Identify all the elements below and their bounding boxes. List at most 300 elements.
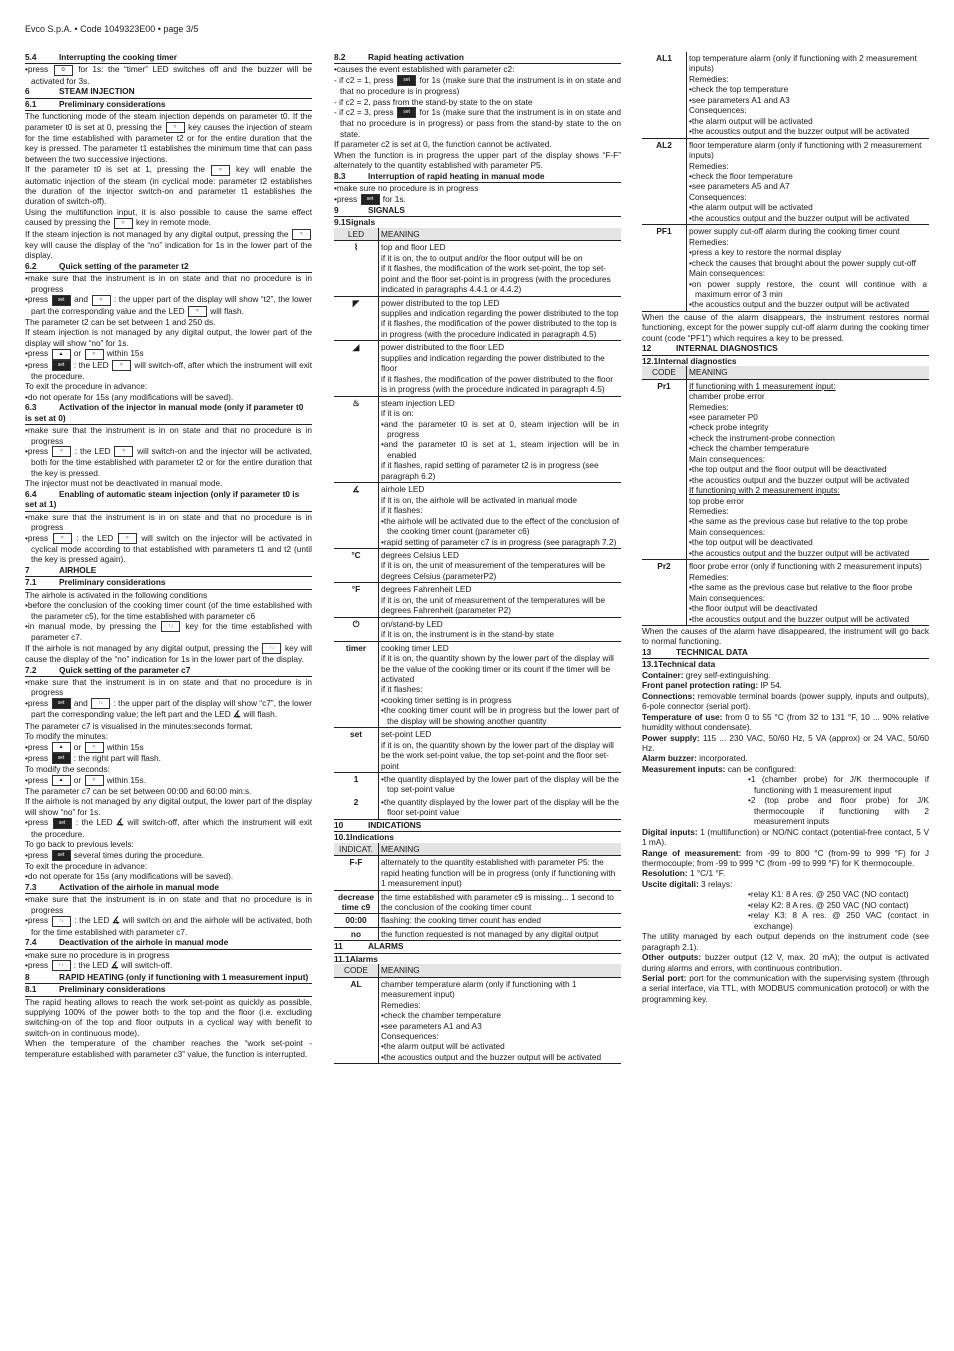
spec-value: buzzer output (12 V, max. 20 mA); the output is activated during alarms and errors, with continuous contribution.	[642, 952, 930, 973]
table-row	[642, 560, 929, 626]
set-key-icon: set	[397, 107, 416, 118]
set-key-icon: set	[52, 295, 71, 306]
table-line: if it flashes, the modification of the work set-point, the top set-point and the floor set-point is in progress (with the procedures indicated in paragraphs 4.4.1 or 4.4.2)	[381, 263, 611, 295]
steam-key-icon: ≈	[114, 446, 133, 457]
section-number: 13.1	[642, 659, 659, 670]
paragraph: The rapid heating allows to reach the work set-point as quickly as possible, supplying 100% of the power both to the top and the floor (i.e. excluding switching-on of the top and floor outputs in a cyclical way with benefit to switch-on in continuous mode).	[25, 996, 312, 1038]
bullet-item: • make sure that the instrument is in on state and that no procedure is in progress	[25, 512, 312, 533]
table-key: F-F	[334, 856, 379, 890]
bullet-item: • press set : the LED ∡ will switch-off, after which the instrument will exit the procedure.	[25, 817, 312, 839]
table-line: if it flashes, the modification of the power distributed to the floor is in progress (with the procedure indicated in paragraph 4.5)	[381, 373, 613, 395]
spec-label: Range of measurement:	[642, 847, 742, 858]
bullet-item: • the top output and the floor output will be deactivated	[689, 464, 927, 474]
table-row	[334, 296, 621, 341]
spec-value: removable terminal boards (power supply, inputs and outputs), 6-pole connector (serial port).	[642, 690, 929, 712]
table-line: Remedies:	[689, 571, 729, 582]
spec-item	[642, 691, 929, 712]
table-meaning	[379, 396, 622, 483]
table-line: if it flashes, the modification of the power distributed to the top is in progress (with the procedure indicated in paragraph 4.5)	[381, 318, 617, 339]
bullet-item: • press set : the right part will flash.	[25, 753, 312, 764]
bullet-item: • press ⏲ for 1s: the “timer” LED switches off and the buzzer will be activated for 3s.	[25, 64, 312, 86]
table-row	[334, 796, 621, 819]
bullet-item: • the alarm output will be activated	[381, 1041, 619, 1051]
set-key-icon: set	[361, 194, 380, 205]
spec-label: Digital inputs:	[642, 826, 698, 837]
bullet-item: • check the top temperature	[689, 84, 927, 94]
bullet-item: • the top output will be deactivated	[689, 537, 927, 547]
section-heading	[642, 659, 929, 669]
paragraph: The parameter t2 can be set between 1 and 250 ds.	[25, 316, 216, 327]
paragraph: The injector must not be deactivated in manual mode.	[25, 478, 223, 489]
bullet-item: • make sure no procedure is in progress	[334, 183, 621, 193]
section-heading	[25, 565, 312, 577]
spec-label: Uscite digitali:	[642, 878, 699, 889]
bullet-item: • check probe integrity	[689, 422, 927, 432]
table-line: the function requested is not managed by any digital output	[381, 928, 599, 939]
table-line: if it flashes:	[381, 505, 423, 516]
bullet-item: • the same as the previous case but relative to the floor probe	[689, 582, 927, 592]
bullet-item: • press ≈ : the LED ≈ will switch-on and the injector will be activated, both for the time established with parameter t2 or for the entire duration that the key is pressed.	[25, 446, 312, 478]
column-3	[642, 52, 929, 1004]
paragraph: The airhole is activated in the following conditions	[25, 589, 208, 600]
table-line: Main consequences:	[689, 526, 766, 537]
steam-key-icon: ≈	[53, 533, 72, 544]
spec-value: IP 54.	[758, 680, 782, 691]
spec-item	[642, 868, 929, 878]
set-key-icon: set	[53, 818, 72, 829]
bullet-item: • check the floor temperature	[689, 171, 927, 181]
paragraph: The utility managed by each output depends on the instrument code (see paragraph 2.1).	[642, 931, 929, 952]
table-row	[334, 241, 621, 296]
set-key-icon: set	[52, 850, 71, 861]
data-table	[642, 366, 929, 626]
table-line: if it is on, the to output and/or the floor output will be on	[381, 252, 583, 263]
paragraph: Using the multifunction input, it is also possible to cause the same effect caused by pressing the ≈ key in remote mode.	[25, 206, 312, 228]
bullet-item: • the acoustics output and the buzzer output will be activated	[689, 299, 927, 309]
paragraph: To modify the seconds:	[25, 764, 110, 775]
table-header-row	[642, 366, 929, 379]
section-heading	[25, 882, 312, 894]
spec-item	[642, 952, 929, 973]
table-line: Remedies:	[381, 999, 421, 1010]
section-number: 6.3	[25, 402, 37, 413]
data-table	[334, 964, 621, 1064]
paragraph: To exit the procedure in advance:	[25, 381, 148, 392]
table-line: if it is on, the instrument is in the stand-by state	[381, 629, 554, 640]
table-meaning	[379, 241, 622, 296]
section-title: INDICATIONS	[368, 819, 422, 830]
table-row	[642, 225, 929, 312]
section-heading	[334, 941, 621, 953]
table-meaning	[379, 914, 622, 927]
table-line: Remedies:	[689, 160, 729, 171]
bullet-item: • do not operate for 15s (any modifications will be saved).	[25, 392, 312, 402]
bullet-item: • make sure no procedure is in progress	[25, 950, 312, 960]
spec-value: port for the communication with the supervising system (through a serial interface, via TTL, with MODBUS communication protocol) or with the programming key.	[642, 972, 929, 1004]
section-number: 6.2	[25, 260, 37, 271]
up-key-icon: ▲	[52, 349, 71, 360]
bullet-item: • the airhole will be activated due to the effect of the conclusion of the cooking timer count (parameter c6)	[381, 516, 619, 537]
section-heading	[25, 86, 312, 98]
spec-bullet: • relay K2: 8 A res. @ 250 VAC (NO contact)	[642, 900, 929, 910]
section-title: Interrupting the cooking timer	[59, 52, 178, 62]
table-key: ♨	[334, 396, 379, 483]
table-line: degrees Celsius LED	[381, 549, 459, 560]
table-key: 00:00	[334, 914, 379, 927]
table-row	[334, 641, 621, 728]
airhole-led-icon: ∡	[233, 709, 242, 720]
bullet-item: • the quantity displayed by the lower part of the display will be the floor set-point value	[381, 797, 619, 818]
page-header: Evco S.p.A. • Code 1049323E00 • page 3/5	[25, 24, 199, 34]
steam-key-icon: ≈	[85, 742, 104, 753]
section-title: Activation of the airhole in manual mode	[59, 881, 219, 892]
spec-value: 1 °C/1 °F.	[687, 868, 726, 879]
up-key-icon: ▲	[52, 742, 71, 753]
set-key-icon: set	[397, 75, 416, 86]
table-meaning	[379, 548, 622, 582]
data-table	[334, 228, 621, 820]
spec-value: can be configured:	[725, 763, 797, 774]
section-title: Deactivation of the airhole in manual mode	[59, 937, 229, 948]
table-line: floor probe error (only if functioning with 2 measurement inputs)	[689, 561, 922, 572]
table-row	[334, 617, 621, 641]
data-table	[334, 843, 621, 942]
table-meaning	[379, 341, 622, 396]
bullet-item: • the cooking timer count will be in progress but the lower part of the display will be showing another quantity	[381, 705, 619, 726]
bullet-item: • press a key to restore the normal display	[689, 247, 927, 257]
table-line: if it is on, the airhole will be activated in manual mode	[381, 494, 578, 505]
bullet-item: • see parameters A1 and A3	[381, 1021, 619, 1031]
table-header-cell: CODE	[642, 366, 687, 379]
steam-key-icon: ≈	[188, 306, 207, 317]
table-row	[334, 483, 621, 549]
table-line: chamber probe error	[689, 391, 765, 402]
spec-item	[642, 753, 929, 763]
table-meaning	[379, 927, 622, 940]
table-key: AL1	[642, 52, 687, 138]
section-title: ALARMS	[368, 941, 404, 952]
table-meaning	[687, 52, 930, 138]
table-line: degrees Fahrenheit LED	[381, 584, 472, 595]
spec-label: Resolution:	[642, 868, 688, 879]
table-header-cell: MEANING	[379, 228, 622, 241]
table-line: flashing: the cooking timer count has ended	[381, 915, 542, 926]
table-line: Consequences:	[689, 105, 747, 116]
table-line: Consequences:	[689, 191, 747, 202]
section-number: 10	[334, 819, 344, 830]
airhole-led-icon: ∡	[115, 817, 124, 828]
table-line: chamber temperature alarm (only if functioning with 1 measurement input)	[381, 978, 577, 1000]
bullet-item: • press set and ≈ : the upper part of the display will show “t2”, the lower part the corresponding value and the LED ≈ will flash.	[25, 294, 312, 317]
column-1	[25, 52, 312, 1059]
bullet-item: • check the chamber temperature	[381, 1010, 619, 1020]
paragraph: If parameter c2 is set at 0, the function cannot be activated.	[334, 139, 552, 150]
section-title: Quick setting of the parameter t2	[59, 260, 189, 271]
section-title: Interruption of rapid heating in manual mode	[368, 170, 545, 181]
bullet-item: • press ↑↓ : the LED ∡ will switch-off.	[25, 960, 312, 971]
subheading: If functioning with 2 measurement inputs:	[689, 485, 840, 496]
table-row	[334, 927, 621, 940]
table-line: Main consequences:	[689, 268, 766, 279]
paragraph: - if c2 = 2, pass from the stand-by state to the on state	[334, 96, 533, 107]
bullet-item: • the same as the previous case but relative to the top probe	[689, 516, 927, 526]
spec-label: Temperature of use:	[642, 711, 723, 722]
section-heading	[334, 205, 621, 217]
spec-bullet: • relay K1: 8 A res. @ 250 VAC (NO contact)	[642, 889, 929, 899]
paragraph: When the cause of the alarm disappears, the instrument restores normal functioning, except for the power supply cut-off alarm during the cooking timer count (code “PF1”) which requires a key to be pressed.	[642, 311, 929, 343]
section-heading	[25, 402, 312, 425]
section-number: 7	[25, 564, 30, 575]
set-key-icon: set	[52, 753, 71, 764]
section-heading	[334, 954, 621, 964]
paragraph: If the airhole is not managed by any digital output, the lower part of the display will show “no” for 1s.	[25, 796, 312, 817]
table-key: timer	[334, 641, 379, 728]
spec-value: grey self-extinguishing.	[683, 669, 771, 680]
section-number: 7.3	[25, 881, 37, 892]
section-title: Rapid heating activation	[368, 52, 464, 62]
table-header-cell: MEANING	[379, 843, 622, 856]
table-line: Consequences:	[381, 1031, 439, 1041]
table-header-cell: MEANING	[687, 366, 930, 379]
table-line: top probe error	[689, 495, 744, 506]
section-heading	[334, 171, 621, 183]
section-number: 11	[334, 941, 343, 952]
section-heading	[25, 972, 312, 984]
spec-item	[642, 764, 929, 774]
table-key: 2	[334, 796, 379, 819]
section-number: 9.1	[334, 217, 346, 228]
table-line: the time established with parameter c9 is missing... 1 second to the conclusion of the cooking timer count	[381, 891, 614, 913]
section-number: 8.1	[25, 984, 37, 995]
section-title: Signals	[345, 217, 376, 228]
table-row	[334, 977, 621, 1064]
section-heading	[334, 820, 621, 832]
table-line: if it is on, the quantity shown by the lower part of the display will be the value of the cooking timer or its count if the timer will be activated	[381, 653, 614, 684]
table-line: alternately to the quantity established with parameter P5: the rapid heating function will be in progress (only if functioning with 1 measurement input)	[381, 857, 616, 889]
table-line: if it is on:	[381, 408, 414, 419]
spec-label: Connections:	[642, 690, 696, 701]
table-row	[642, 138, 929, 225]
air-key-icon: ↑↓	[52, 960, 71, 971]
bullet-item: • and the parameter t0 is set at 0, steam injection will be in progress	[381, 419, 619, 440]
set-key-icon: set	[52, 698, 71, 709]
section-title: AIRHOLE	[59, 564, 97, 575]
airhole-led-icon: ∡	[111, 915, 121, 926]
section-number: 8	[25, 971, 30, 982]
table-line: steam injection LED	[381, 397, 455, 408]
steam-key-icon: ≈	[114, 218, 133, 229]
paragraph: - if c2 = 3, press set for 1s (make sure that the instrument is in on state and that no procedure is in progress) or pass from the stand-by state to the on state.	[334, 107, 622, 139]
section-title: STEAM INJECTION	[59, 86, 135, 97]
bullet-item: • press ↑↓ : the LED ∡ will switch on and the airhole will be activated, both for the time established with parameter c7.	[25, 915, 312, 937]
steam-key-icon: ≈	[85, 775, 104, 786]
table-meaning	[379, 977, 622, 1064]
spec-bullet: • 2 (top probe and floor probe) for J/K thermocouple if functioning with 2 measurement inputs	[642, 795, 929, 826]
table-row	[334, 396, 621, 483]
table-line: top temperature alarm (only if functioning with 2 measurement inputs)	[689, 53, 917, 74]
section-number: 8.2	[334, 52, 346, 62]
column-2	[334, 52, 621, 1064]
table-line: Main consequences:	[689, 453, 766, 464]
steam-key-icon: ≈	[112, 360, 131, 371]
bullet-item: • causes the event established with parameter c2:	[334, 64, 621, 74]
table-row	[334, 890, 621, 914]
air-key-icon: ↑↓	[161, 621, 180, 632]
bullet-item: • make sure that the instrument is in on state and that no procedure is in progress	[25, 894, 312, 915]
section-number: 7.4	[25, 937, 37, 948]
steam-key-icon: ≈	[118, 533, 137, 544]
section-number: 6.1	[25, 98, 37, 109]
table-line: Remedies:	[689, 236, 729, 247]
table-line: cooking timer LED	[381, 642, 449, 653]
table-key: °F	[334, 583, 379, 617]
bullet-item: • the quantity displayed by the lower part of the display will be the top set-point value	[381, 774, 619, 795]
paragraph: If steam injection is not managed by any digital output, the lower part of the display will show “no” for 1s.	[25, 327, 312, 348]
bullet-item: • check the chamber temperature	[689, 443, 927, 453]
bullet-item: • and the parameter t0 is set at 1, steam injection will be in enabled	[381, 439, 619, 460]
bullet-item: • the alarm output will be activated	[689, 202, 927, 212]
steam-key-icon: ≈	[211, 165, 230, 176]
paragraph: When the function is in progress the upper part of the display shows “F-F” alternately to the quantity established with parameter P5.	[334, 149, 621, 171]
spec-item	[642, 973, 929, 1004]
table-header-cell: INDICAT.	[334, 843, 379, 856]
table-line: if it is on, the unit of measurement of the temperatures will be degrees Fahrenheit (parameter P2)	[381, 594, 606, 616]
table-key: °C	[334, 548, 379, 582]
table-row	[334, 341, 621, 396]
bullet-item: • the floor output will be deactivated	[689, 603, 927, 613]
section-title: Indications	[350, 832, 394, 843]
table-meaning	[379, 773, 622, 796]
paragraph: To go back to previous levels:	[25, 839, 134, 850]
section-number: 7.1	[25, 577, 37, 588]
section-heading	[334, 217, 621, 227]
bullet-item: • see parameters A1 and A3	[689, 95, 927, 105]
subheading: If functioning with 1 measurement input:	[689, 380, 836, 391]
table-key: ◤	[334, 296, 379, 341]
section-number: 7.2	[25, 664, 37, 675]
spec-item	[642, 670, 929, 680]
bullet-item: • the acoustics output and the buzzer output will be activated	[689, 475, 927, 485]
spec-label: Power supply:	[642, 732, 700, 743]
section-number: 12	[642, 343, 652, 354]
table-key: AL2	[642, 138, 687, 225]
steam-key-icon: ≈	[52, 446, 71, 457]
section-heading	[25, 665, 312, 677]
table-row	[334, 583, 621, 617]
table-key: 1	[334, 773, 379, 796]
spec-value: from 0 to 55 °C (from 32 to 131 °F, 10 ... 90% relative humidity without condensate).	[642, 711, 929, 733]
table-meaning	[379, 890, 622, 914]
section-heading	[25, 489, 312, 512]
bullet-item: • press set several times during the procedure.	[25, 850, 312, 861]
section-number: 6.4	[25, 488, 37, 499]
bullet-item: • see parameters A5 and A7	[689, 181, 927, 191]
section-heading	[25, 577, 312, 589]
section-title: Quick setting of the parameter c7	[59, 664, 191, 675]
bullet-item: • the acoustics output and the buzzer output will be activated	[689, 126, 927, 136]
table-meaning	[379, 296, 622, 341]
spec-item	[642, 879, 929, 889]
section-number: 12.1	[642, 355, 659, 366]
table-header-cell: LED	[334, 228, 379, 241]
table-meaning	[379, 728, 622, 773]
table-row	[642, 52, 929, 138]
air-key-icon: ↑↓	[262, 643, 281, 654]
steam-key-icon: ≈	[85, 349, 104, 360]
table-line: if it is on, the quantity shown by the lower part of the display will be the work set-point value, the top set-point and the floor set-point	[381, 739, 614, 771]
table-line: power distributed to the top LED	[381, 297, 500, 308]
bullet-item: • on power supply restore, the count will continue with a maximum error of 3 min	[689, 279, 927, 300]
section-number: 8.3	[334, 170, 346, 181]
table-line: supplies and indication regarding the power distributed to the top	[381, 308, 619, 318]
bullet-item: • before the conclusion of the cooking timer count (of the time established with the parameter c5), for the time established with parameter c6	[25, 600, 312, 621]
table-header-cell: CODE	[334, 964, 379, 977]
table-row	[334, 728, 621, 773]
table-row	[334, 914, 621, 927]
table-header-row	[334, 843, 621, 856]
table-line: on/stand-by LED	[381, 618, 443, 629]
section-title: Preliminary considerations	[59, 577, 166, 588]
paragraph: When the temperature of the chamber reaches the “work set-point - temperature established with parameter c3” value, the function is interrupted.	[25, 1038, 312, 1059]
steam-key-icon: ≈	[92, 295, 111, 306]
table-line: if it flashes, rapid setting of parameter t2 is in progress (see paragraph 6.2)	[381, 460, 599, 481]
bullet-item: • the alarm output will be activated	[689, 116, 927, 126]
paragraph: To exit the procedure in advance:	[25, 861, 148, 872]
spec-value: 115 ... 230 VAC, 50/60 Hz, 5 VA (approx) or 24 VAC, 50/60 Hz.	[642, 732, 929, 753]
paragraph: If the steam injection is not managed by any digital output, pressing the ≈ key will cause the display of the “no” indication for 1s in the lower part of the display.	[25, 228, 312, 261]
section-number: 9	[334, 204, 339, 215]
spec-label: Serial port:	[642, 972, 687, 983]
section-number: 5.4	[25, 52, 37, 62]
section-title: Enabling of automatic steam injection (only if parameter t0 is set at 1)	[25, 488, 300, 510]
table-meaning	[379, 796, 622, 819]
spec-label: Front panel protection rating:	[642, 680, 759, 691]
up-key-icon: ▲	[52, 775, 71, 786]
table-line: top and floor LED	[381, 242, 446, 253]
bullet-item: • the acoustics output and the buzzer output will be activated	[689, 213, 927, 223]
table-row	[642, 379, 929, 560]
section-number: 13	[642, 646, 652, 657]
bullet-item: • check the causes that brought about the power supply cut-off	[689, 258, 927, 268]
bullet-item: • press ▲ or ≈ within 15s.	[25, 775, 312, 786]
table-line: Remedies:	[689, 73, 729, 84]
paragraph: The functioning mode of the steam injection depends on parameter t0. If the parameter t0 is set at 0, pressing the ≈ key causes the injection of steam for the time established with parameter t2 or for the entire duration that the key is pressed. The parameter t1 establishes the minimum time that can pass between the two successive injections.	[25, 111, 312, 164]
table-line: set-point LED	[381, 729, 432, 740]
airhole-led-icon: ∡	[110, 960, 119, 971]
spec-value: 3 relays:	[698, 878, 733, 889]
table-key: ∡	[334, 483, 379, 549]
paragraph: The parameter c7 is visualised in the minutes:seconds format.	[25, 720, 253, 731]
section-title: INTERNAL DIAGNOSTICS	[676, 343, 778, 354]
data-table	[642, 52, 929, 312]
table-key: AL	[334, 977, 379, 1064]
bullet-item: • check the instrument-probe connection	[689, 433, 927, 443]
bullet-item: • the acoustics output and the buzzer output will be activated	[381, 1052, 619, 1062]
paragraph: To modify the minutes:	[25, 731, 109, 742]
bullet-item: • make sure that the instrument is in on state and that no procedure is in progress	[25, 425, 312, 446]
table-meaning	[687, 138, 930, 225]
section-title: Internal diagnostics	[658, 355, 737, 366]
bullet-item: • cooking timer setting is in progress	[381, 695, 619, 705]
table-line: Remedies:	[689, 506, 729, 517]
table-meaning	[379, 617, 622, 641]
table-meaning	[379, 856, 622, 890]
table-line: power supply cut-off alarm during the cooking timer count	[689, 226, 900, 237]
bullet-item: • do not operate for 15s (any modifications will be saved).	[25, 871, 312, 881]
table-row	[334, 548, 621, 582]
paragraph: The parameter c7 can be set between 00:00 and 60:00 min:s.	[25, 785, 252, 796]
table-line: if it flashes:	[381, 684, 423, 695]
